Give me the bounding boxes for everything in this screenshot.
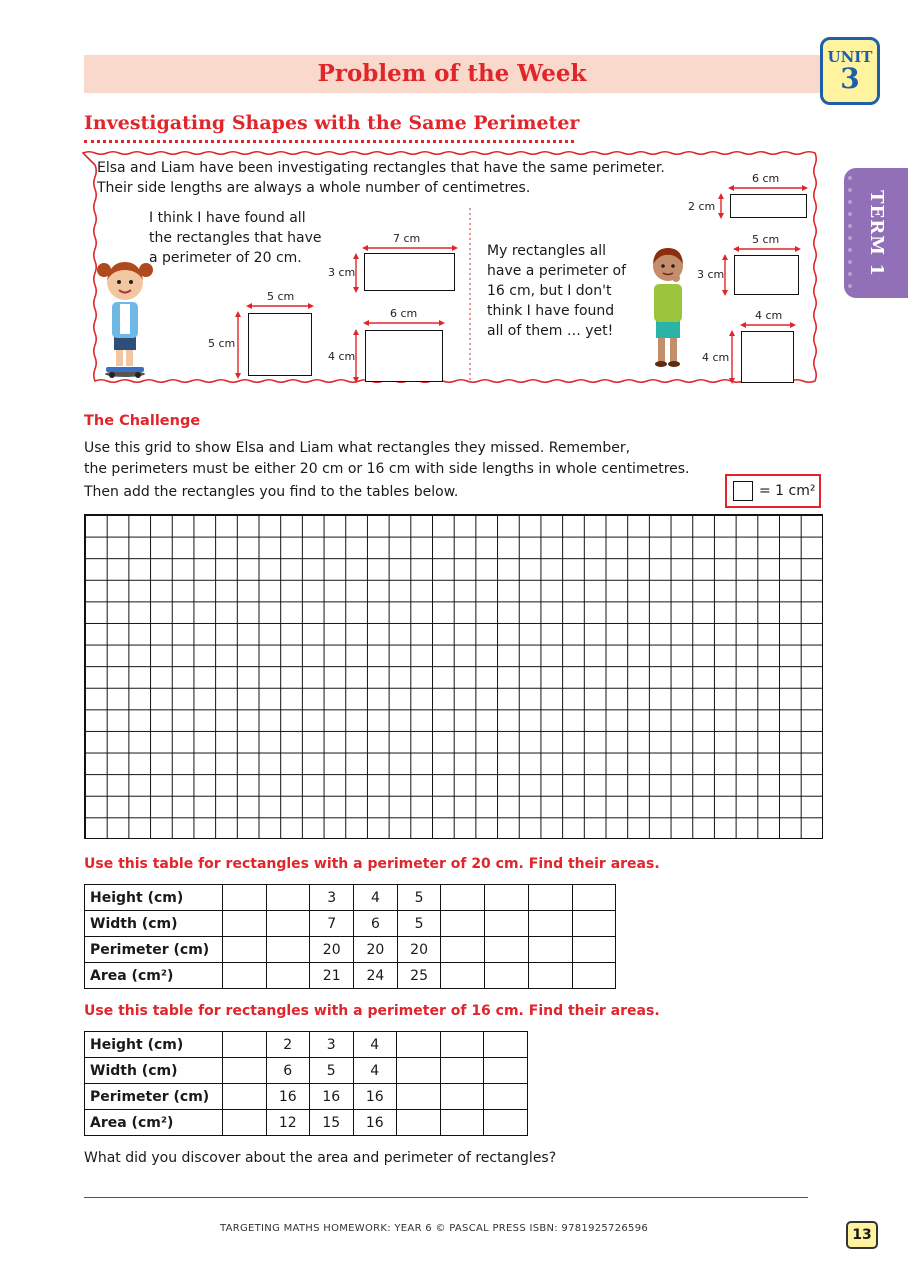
- liam-rect2-width: 5 cm: [752, 233, 780, 246]
- liam-rect3-width: 4 cm: [755, 309, 783, 322]
- elsa-speech-line: the rectangles that have: [149, 230, 322, 246]
- table-cell[interactable]: [572, 885, 616, 911]
- table-cell[interactable]: 20: [354, 937, 398, 963]
- table-cell[interactable]: 2: [266, 1032, 310, 1058]
- row-header: Height (cm): [85, 1032, 223, 1058]
- table-cell[interactable]: 20: [397, 937, 441, 963]
- table-cell[interactable]: [528, 937, 572, 963]
- table-cell[interactable]: 5: [310, 1058, 354, 1084]
- liam-speech-line: 16 cm, but I don't: [487, 283, 612, 299]
- page-number: 13: [846, 1221, 878, 1249]
- table-cell[interactable]: [441, 937, 485, 963]
- table-cell[interactable]: 4: [353, 1058, 397, 1084]
- drawing-grid[interactable]: [84, 514, 823, 839]
- unit-number: 3: [840, 62, 860, 95]
- table-row: [85, 1058, 528, 1084]
- table-cell[interactable]: [223, 963, 267, 989]
- term-label-wrap: [844, 168, 908, 298]
- arrow-icon: [740, 321, 796, 329]
- table-row: [85, 885, 616, 911]
- table-cell[interactable]: [223, 1058, 267, 1084]
- unit-label: UNIT: [827, 48, 873, 66]
- liam-speech-line: have a perimeter of: [487, 263, 627, 279]
- arrow-icon: [352, 253, 360, 293]
- table-cell[interactable]: [441, 963, 485, 989]
- table-cell[interactable]: [440, 1084, 484, 1110]
- elsa-rect-6x4: [365, 330, 443, 382]
- table-cell[interactable]: [266, 911, 310, 937]
- table-cell[interactable]: [397, 1058, 441, 1084]
- arrow-icon: [246, 302, 314, 310]
- table-cell[interactable]: [223, 1084, 267, 1110]
- arrow-icon: [234, 311, 242, 379]
- table-perimeter-16: [84, 1031, 528, 1136]
- intro-line-2: Their side lengths are always a whole number of centimetres.: [97, 180, 531, 196]
- table-cell[interactable]: [440, 1058, 484, 1084]
- table-cell[interactable]: 6: [354, 911, 398, 937]
- page-title: Problem of the Week: [317, 60, 587, 87]
- elsa-rect-7x3: [364, 253, 455, 291]
- elsa-rect2-width: 5 cm: [267, 290, 295, 303]
- table-cell[interactable]: 16: [353, 1110, 397, 1136]
- unit-square-icon: [733, 481, 753, 501]
- footer-text: TARGETING MATHS HOMEWORK: YEAR 6 © PASCAL PRESS ISBN: 9781925726596: [219, 1223, 649, 1234]
- table-cell[interactable]: [441, 885, 485, 911]
- row-header: Area (cm²): [85, 963, 223, 989]
- elsa-speech-line: a perimeter of 20 cm.: [149, 250, 302, 266]
- table-cell[interactable]: 25: [397, 963, 441, 989]
- table-cell[interactable]: 16: [353, 1084, 397, 1110]
- table-cell[interactable]: [223, 1110, 267, 1136]
- grid-key-label: = 1 cm²: [759, 483, 816, 499]
- liam-rect2-height: 3 cm: [697, 268, 725, 281]
- table-cell[interactable]: [441, 911, 485, 937]
- table-cell[interactable]: 5: [397, 885, 441, 911]
- table-cell[interactable]: 20: [310, 937, 354, 963]
- arrow-icon: [352, 329, 360, 383]
- table-cell[interactable]: [266, 963, 310, 989]
- challenge-line-2: the perimeters must be either 20 cm or 16 cm with side lengths in whole centimetres.: [84, 461, 690, 477]
- row-header: Perimeter (cm): [85, 1084, 223, 1110]
- grid-key: [725, 474, 821, 508]
- table-perimeter-20: [84, 884, 616, 989]
- table-row: [85, 1032, 528, 1058]
- liam-rect-4x4: [741, 331, 794, 383]
- table-cell[interactable]: 3: [310, 885, 354, 911]
- table-cell[interactable]: [397, 1084, 441, 1110]
- table-cell[interactable]: 16: [266, 1084, 310, 1110]
- table-row: [85, 1084, 528, 1110]
- unit-badge: [820, 37, 880, 105]
- challenge-line-1: Use this grid to show Elsa and Liam what rectangles they missed. Remember,: [84, 440, 631, 456]
- table-row: [85, 937, 616, 963]
- elsa-rect1-width: 7 cm: [393, 232, 421, 245]
- table-cell[interactable]: [528, 885, 572, 911]
- elsa-rect2-height: 5 cm: [208, 337, 236, 350]
- elsa-speech-line: I think I have found all: [149, 210, 306, 226]
- arrow-icon: [721, 254, 729, 296]
- table-cell[interactable]: [266, 885, 310, 911]
- table-cell[interactable]: [484, 1058, 528, 1084]
- intro-line-1: Elsa and Liam have been investigating rectangles that have the same perimeter.: [97, 160, 665, 176]
- table-cell[interactable]: [223, 911, 267, 937]
- liam-speech-line: My rectangles all: [487, 243, 607, 259]
- table-cell[interactable]: [440, 1032, 484, 1058]
- table-cell[interactable]: 3: [310, 1032, 354, 1058]
- elsa-rect3-width: 6 cm: [390, 307, 418, 320]
- table-row: [85, 1110, 528, 1136]
- arrow-icon: [728, 184, 808, 192]
- table-cell[interactable]: 4: [354, 885, 398, 911]
- table-cell[interactable]: [223, 885, 267, 911]
- liam-speech-line: think I have found: [487, 303, 615, 319]
- table-cell[interactable]: [397, 1110, 441, 1136]
- table-cell[interactable]: [485, 963, 529, 989]
- table-cell[interactable]: [484, 1084, 528, 1110]
- table-cell[interactable]: [484, 1110, 528, 1136]
- arrow-icon: [717, 193, 725, 219]
- elsa-speech: [149, 208, 322, 268]
- challenge-heading: The Challenge: [84, 413, 201, 429]
- row-header: Height (cm): [85, 885, 223, 911]
- table-row: [85, 911, 616, 937]
- table-cell[interactable]: [528, 911, 572, 937]
- liam-speech-line: all of them … yet!: [487, 323, 614, 339]
- liam-rect3-height: 4 cm: [702, 351, 730, 364]
- row-header: Width (cm): [85, 1058, 223, 1084]
- table-cell[interactable]: [440, 1110, 484, 1136]
- section-heading: Investigating Shapes with the Same Perimeter: [84, 112, 580, 134]
- arrow-icon: [728, 330, 736, 384]
- table-cell[interactable]: 7: [310, 911, 354, 937]
- arrow-icon: [733, 245, 801, 253]
- challenge-line-3: Then add the rectangles you find to the tables below.: [84, 484, 459, 500]
- table-cell[interactable]: [572, 937, 616, 963]
- table-cell[interactable]: 21: [310, 963, 354, 989]
- liam-illustration: [646, 244, 690, 368]
- table-cell[interactable]: [485, 885, 529, 911]
- table-cell[interactable]: 4: [353, 1032, 397, 1058]
- table20-label: Use this table for rectangles with a perimeter of 20 cm. Find their areas.: [84, 856, 660, 872]
- table-cell[interactable]: 16: [310, 1084, 354, 1110]
- table-cell[interactable]: [397, 1032, 441, 1058]
- row-header: Perimeter (cm): [85, 937, 223, 963]
- table-cell[interactable]: [484, 1032, 528, 1058]
- arrow-icon: [363, 319, 445, 327]
- table-cell[interactable]: 12: [266, 1110, 310, 1136]
- table-cell[interactable]: 6: [266, 1058, 310, 1084]
- table-cell[interactable]: [266, 937, 310, 963]
- heading-underline: [84, 140, 574, 143]
- liam-rect-5x3: [734, 255, 799, 295]
- table-row: [85, 963, 616, 989]
- table-cell[interactable]: [223, 1032, 267, 1058]
- table16-label: Use this table for rectangles with a perimeter of 16 cm. Find their areas.: [84, 1003, 660, 1019]
- table-cell[interactable]: [485, 911, 529, 937]
- arrow-icon: [362, 244, 458, 252]
- elsa-illustration: [92, 256, 158, 380]
- table-cell[interactable]: [572, 911, 616, 937]
- elsa-rect1-height: 3 cm: [328, 266, 356, 279]
- elsa-rect3-height: 4 cm: [328, 350, 356, 363]
- challenge-text: [84, 438, 764, 480]
- liam-rect1-height: 2 cm: [688, 200, 716, 213]
- elsa-rect-5x5: [248, 313, 312, 376]
- table-cell[interactable]: [528, 963, 572, 989]
- intro-text: [97, 158, 697, 198]
- liam-speech: [487, 241, 626, 341]
- liam-rect1-width: 6 cm: [752, 172, 780, 185]
- reflection-question: What did you discover about the area and perimeter of rectangles?: [84, 1150, 557, 1166]
- row-header: Area (cm²): [85, 1110, 223, 1136]
- table-cell[interactable]: [223, 937, 267, 963]
- footer-rule: [84, 1197, 808, 1198]
- liam-rect-6x2: [730, 194, 807, 218]
- term-label: TERM 1: [865, 189, 887, 277]
- table-cell[interactable]: 5: [397, 911, 441, 937]
- row-header: Width (cm): [85, 911, 223, 937]
- table-cell[interactable]: 24: [354, 963, 398, 989]
- table-cell[interactable]: [485, 937, 529, 963]
- table-cell[interactable]: [572, 963, 616, 989]
- table-cell[interactable]: 15: [310, 1110, 354, 1136]
